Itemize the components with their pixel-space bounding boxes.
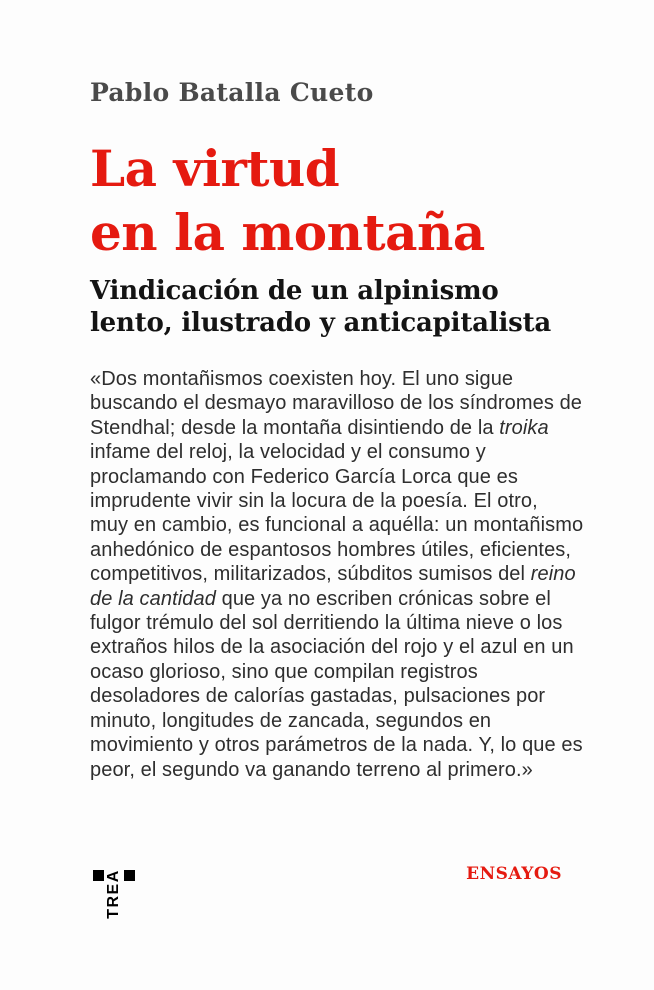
logo-square-icon [93,870,104,881]
title-line-2: en la montaña [90,203,485,262]
book-subtitle [90,275,551,339]
logo-square-icon [124,870,135,881]
author-name: Pablo Batalla Cueto [90,78,374,107]
quote-line: minuto, longitudes de zancada, segundos en [90,709,492,732]
quote-line: desoladores de calorías gastadas, pulsaciones por [90,685,546,708]
quote-line: anhedónico de espantosos hombres útiles, eficientes, [90,538,572,561]
quote-line: fulgor trémulo del sol derritiendo la última nieve o los [90,612,563,635]
quote-line: competitivos, militarizados, súbditos sumisos del reino [90,563,576,586]
subtitle-line-2: lento, ilustrado y anticapitalista [90,308,552,338]
quote-line: proclamando con Federico García Lorca que es [90,465,518,488]
collection-label-ensayos: ENSAYOS [466,864,562,884]
quote-line: Stendhal; desde la montaña disintiendo de la troika [90,416,549,439]
quote-line: imprudente vivir sin la locura de la poesía. El otro, [90,490,538,513]
subtitle-line-1: Vindicación de un alpinismo [90,276,499,306]
quote-line: muy en cambio, es funcional a aquélla: un montañismo [90,514,584,537]
quote-line: de la cantidad que ya no escriben crónicas sobre el [90,587,551,610]
title-line-1: La virtud [90,139,340,198]
trea-logo-text: TREA [104,869,122,919]
quote-line: «Dos montañismos coexisten hoy. El uno sigue [90,368,514,390]
quote-line: peor, el segundo va ganando terreno al primero.» [90,758,533,781]
quote-line: buscando el desmayo maravilloso de los síndromes de [90,392,583,415]
quote-line: ocaso glorioso, sino que compilan registros [90,660,478,683]
quote-lines [90,367,583,782]
quote-line: infame del reloj, la velocidad y el consumo y [90,441,486,464]
quote-line: movimiento y otros parámetros de la nada. Y, lo que es [90,734,583,757]
quote-line: extraños hilos de la asociación del rojo y el azul en un [90,636,574,659]
back-cover-quote [90,367,583,782]
trea-publisher-logo [93,870,135,918]
book-title [90,137,485,265]
